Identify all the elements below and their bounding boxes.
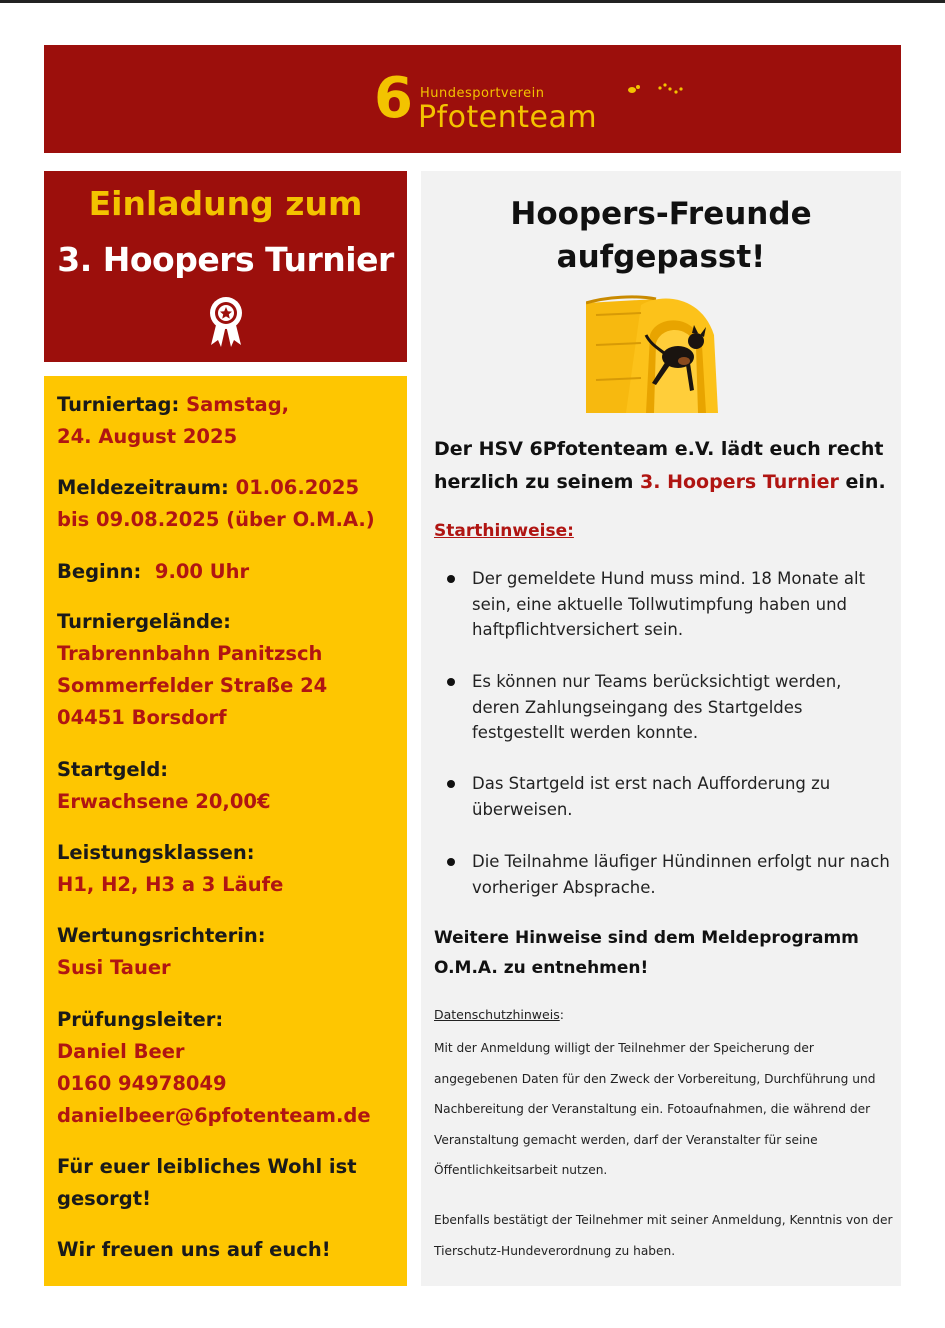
info-panel xyxy=(421,171,901,1286)
invitation-line-2: 3. Hoopers Turnier xyxy=(57,240,394,279)
privacy-text-2: Ebenfalls bestätigt der Teilnehmer mit seiner Anmeldung, Kenntnis von der Tierschutz-Hundeverordnung zu haben. xyxy=(434,1213,893,1258)
club-logo xyxy=(374,67,664,137)
privacy-heading xyxy=(434,1007,564,1022)
logo-number: 6 xyxy=(374,66,413,131)
leiter-email[interactable]: danielbeer@6pfotenteam.de xyxy=(57,1104,371,1127)
gelaende-block xyxy=(57,606,402,734)
bullet-dot-icon xyxy=(447,780,455,788)
meldezeitraum-end: bis 09.08.2025 (über O.M.A.) xyxy=(57,508,375,531)
turniertag-value: Samstag, xyxy=(186,393,290,416)
panel-title-line-1: Hoopers-Freunde xyxy=(510,196,812,232)
startgeld-block xyxy=(57,754,402,818)
list-item-text: Die Teilnahme läufiger Hündinnen erfolgt nur nach vorheriger Absprache. xyxy=(472,852,890,897)
gelaende-label: Turniergelände: xyxy=(57,610,231,633)
freuen-text: Wir freuen uns auf euch! xyxy=(57,1238,331,1261)
logo-subtitle: Hundesportverein xyxy=(420,86,545,101)
logo-title: Pfotenteam xyxy=(418,100,598,135)
klassen-label: Leistungsklassen: xyxy=(57,841,255,864)
list-item-text: Das Startgeld ist erst nach Aufforderung zu überweisen. xyxy=(472,774,831,819)
invitation-line-1: Einladung zum xyxy=(88,184,363,223)
intro-line-2-highlight: 3. Hoopers Turnier xyxy=(640,471,839,493)
top-border xyxy=(0,0,945,3)
list-item-text: Der gemeldete Hund muss mind. 18 Monate alt sein, eine aktuelle Tollwutimpfung haben und haftpflichtversichert sein. xyxy=(472,569,866,639)
intro-line-1: Der HSV 6Pfotenteam e.V. lädt euch recht xyxy=(434,438,884,460)
further-info xyxy=(434,923,894,983)
bullet-dot-icon xyxy=(447,858,455,866)
further-line-1: Weitere Hinweise sind dem Meldeprogramm xyxy=(434,928,859,948)
beginn-label: Beginn: xyxy=(57,560,142,583)
gelaende-name: Trabrennbahn Panitzsch xyxy=(57,642,323,665)
paw-prints-icon xyxy=(624,81,694,104)
klassen-value: H1, H2, H3 a 3 Läufe xyxy=(57,873,284,896)
intro-line-2-pre: herzlich zu seinem xyxy=(434,471,641,493)
list-item xyxy=(472,566,892,643)
meldezeitraum-start: 01.06.2025 xyxy=(235,476,360,499)
list-item xyxy=(472,771,892,822)
turniertag-block xyxy=(57,389,402,453)
intro-text xyxy=(434,433,894,499)
freuen-block xyxy=(57,1234,402,1266)
gelaende-street: Sommerfelder Straße 24 xyxy=(57,674,328,697)
turniertag-date: 24. August 2025 xyxy=(57,425,238,448)
details-panel xyxy=(44,376,407,1286)
bullet-dot-icon xyxy=(447,678,455,686)
privacy-heading-text: Datenschutzhinweis xyxy=(434,1007,560,1022)
wohl-line-1: Für euer leibliches Wohl ist xyxy=(57,1155,357,1178)
wohl-line-2: gesorgt! xyxy=(57,1187,151,1210)
leiter-name: Daniel Beer xyxy=(57,1040,185,1063)
further-line-2: O.M.A. zu entnehmen! xyxy=(434,958,649,978)
meldezeitraum-label: Meldezeitraum: xyxy=(57,476,229,499)
richterin-value: Susi Tauer xyxy=(57,956,171,979)
bullet-dot-icon xyxy=(447,575,455,583)
richterin-label: Wertungsrichterin: xyxy=(57,924,266,947)
award-ribbon-icon xyxy=(208,295,244,349)
panel-title xyxy=(421,193,901,279)
turniertag-label: Turniertag: xyxy=(57,393,180,416)
leiter-label: Prüfungsleiter: xyxy=(57,1008,224,1031)
beginn-value: 9.00 Uhr xyxy=(154,560,250,583)
meldezeitraum-block xyxy=(57,472,402,536)
wohl-block xyxy=(57,1151,402,1215)
list-item xyxy=(472,849,892,900)
dog-tunnel-image xyxy=(586,295,718,413)
intro-line-2-post: ein. xyxy=(838,471,886,493)
richterin-block xyxy=(57,920,402,984)
panel-title-line-2: aufgepasst! xyxy=(556,239,766,275)
leiter-phone[interactable]: 0160 94978049 xyxy=(57,1072,227,1095)
leiter-block xyxy=(57,1004,402,1132)
startgeld-value: Erwachsene 20,00€ xyxy=(57,790,271,813)
privacy-text: Mit der Anmeldung willigt der Teilnehmer der Speicherung der angegebenen Daten für den Zweck der Vorbereitung, Durchführung und Nachbereitung der Veranstaltung ein. Fotoaufnahmen, die während der Veranstaltung gemacht werden, darf der Veranstalter für seine Öffentlichkeitsarbeit nutzen. xyxy=(434,1041,876,1178)
header-banner xyxy=(44,45,901,153)
klassen-block xyxy=(57,837,402,901)
list-item-text: Es können nur Teams berücksichtigt werden, deren Zahlungseingang des Startgeldes festgestellt werden konnte. xyxy=(472,672,842,742)
gelaende-city: 04451 Borsdorf xyxy=(57,706,227,729)
invitation-box xyxy=(44,171,407,362)
beginn-block xyxy=(57,556,402,588)
privacy-heading-colon: : xyxy=(559,1007,564,1022)
startgeld-label: Startgeld: xyxy=(57,758,169,781)
list-item xyxy=(472,669,892,746)
start-heading: Starthinweise: xyxy=(434,521,574,541)
